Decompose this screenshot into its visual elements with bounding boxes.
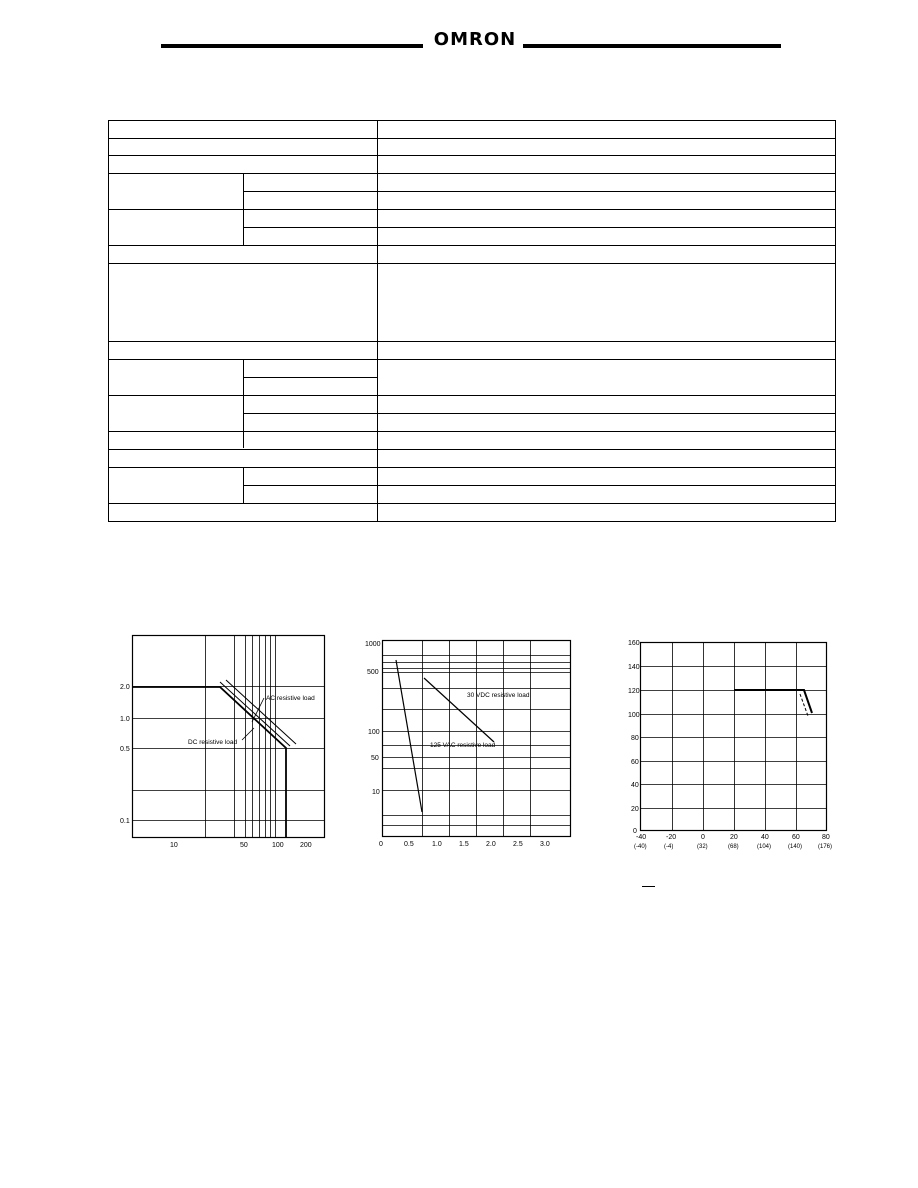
y-tick-label: 0.5 (120, 746, 130, 753)
x-tick-label-f: (-40) (634, 844, 647, 850)
x-tick-label-f: (104) (757, 844, 772, 850)
x-tick-label: 0.5 (404, 841, 414, 848)
annotation-label: DC resistive load (188, 739, 238, 746)
y-tick-label: 120 (628, 688, 640, 695)
y-tick-label: 60 (631, 759, 639, 766)
x-tick-label: -20 (666, 834, 677, 841)
specifications-table (0, 0, 918, 540)
x-tick-label: -40 (636, 834, 647, 841)
y-tick-label: 10 (372, 789, 380, 796)
y-tick-label: 0.1 (120, 818, 130, 825)
x-tick-label-f: (140) (788, 844, 803, 850)
x-tick-label: 40 (761, 834, 769, 841)
x-tick-label: 200 (300, 842, 312, 849)
x-tick-label-f: (176) (818, 844, 833, 850)
x-tick-label: 2.0 (486, 841, 496, 848)
y-tick-label: 80 (631, 735, 639, 742)
x-tick-label: 0 (701, 834, 705, 841)
y-tick-label: 160 (628, 640, 640, 647)
small-rule-mark (642, 886, 655, 887)
x-tick-label-f: (32) (697, 844, 708, 850)
x-tick-label: 1.0 (432, 841, 442, 848)
x-tick-label: 50 (240, 842, 248, 849)
annotation-label: 30 VDC resistive load (467, 692, 530, 699)
y-tick-label: 50 (371, 755, 379, 762)
y-tick-label: 100 (628, 712, 640, 719)
x-tick-label: 60 (792, 834, 800, 841)
x-tick-label-f: (68) (728, 844, 739, 850)
series-line (734, 690, 812, 713)
annotation-label: 125 VAC resistive load (430, 742, 496, 749)
chart-ambient-temperature (0, 620, 918, 880)
y-tick-label: 0 (633, 828, 637, 835)
omron-logo: OMRON (433, 29, 517, 50)
x-tick-label: 3.0 (540, 841, 550, 848)
x-tick-label: 10 (170, 842, 178, 849)
x-tick-label: 1.5 (459, 841, 469, 848)
y-tick-label: 100 (368, 729, 380, 736)
x-tick-label: 20 (730, 834, 738, 841)
y-tick-label: 20 (631, 806, 639, 813)
annotation-label: AC resistive load (266, 695, 315, 702)
y-tick-label: 1000 (365, 641, 381, 648)
y-tick-label: 500 (367, 669, 379, 676)
y-tick-label: 40 (631, 782, 639, 789)
x-tick-label: 80 (822, 834, 830, 841)
x-tick-label: 2.5 (513, 841, 523, 848)
x-tick-label: 0 (379, 841, 383, 848)
y-tick-label: 140 (628, 664, 640, 671)
y-tick-label: 1.0 (120, 716, 130, 723)
x-tick-label-f: (-4) (664, 844, 674, 850)
y-tick-label: 2.0 (120, 684, 130, 691)
x-tick-label: 100 (272, 842, 284, 849)
